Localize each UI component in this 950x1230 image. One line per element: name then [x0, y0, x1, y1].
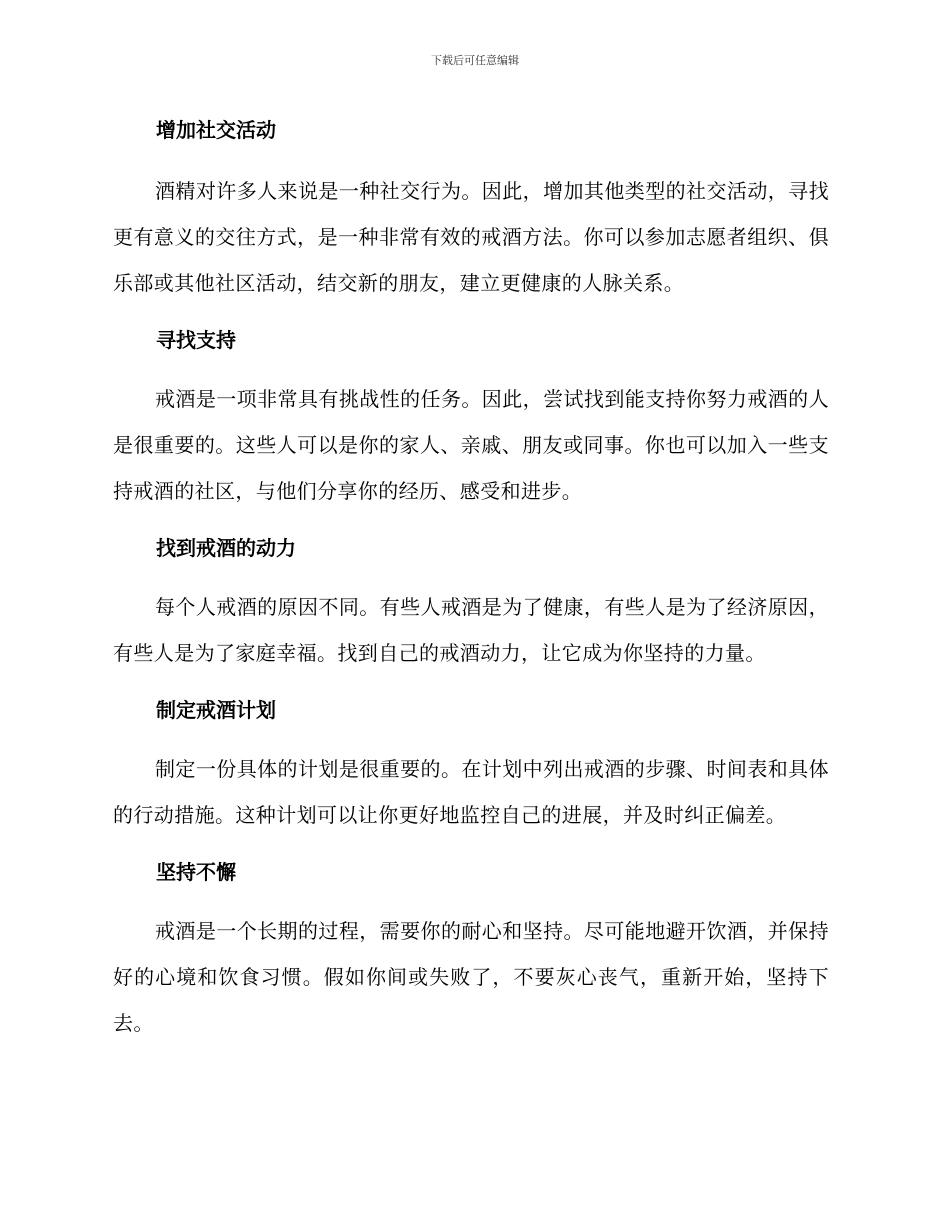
section-heading: 增加社交活动	[156, 118, 276, 142]
section-paragraph: 制定一份具体的计划是很重要的。在计划中列出戒酒的步骤、时间表和具体的行动措施。这种计划可以让你更好地监控自己的进展，并及时纠正偏差。	[113, 757, 829, 827]
section-heading: 找到戒酒的动力	[156, 536, 296, 560]
section-heading: 坚持不懈	[156, 860, 236, 884]
section-paragraph: 酒精对许多人来说是一种社交行为。因此，增加其他类型的社交活动，寻找更有意义的交往方式，是一种非常有效的戒酒方法。你可以参加志愿者组织、俱乐部或其他社区活动，结交新的朋友，建立更健康的人脉关系。	[113, 179, 829, 295]
section-paragraph: 戒酒是一项非常具有挑战性的任务。因此，尝试找到能支持你努力戒酒的人是很重要的。这些人可以是你的家人、亲戚、朋友或同事。你也可以加入一些支持戒酒的社区，与他们分享你的经历、感受和进步。	[113, 387, 829, 503]
document-body	[113, 108, 829, 1046]
section-paragraph: 戒酒是一个长期的过程，需要你的耐心和坚持。尽可能地避开饮酒，并保持好的心境和饮食习惯。假如你间或失败了，不要灰心丧气，重新开始，坚持下去。	[113, 919, 829, 1035]
page-header: 下载后可任意编辑	[431, 54, 519, 67]
section-paragraph: 每个人戒酒的原因不同。有些人戒酒是为了健康，有些人是为了经济原因，有些人是为了家庭幸福。找到自己的戒酒动力，让它成为你坚持的力量。	[113, 595, 829, 665]
section-heading: 制定戒酒计划	[156, 698, 276, 722]
section-heading: 寻找支持	[156, 328, 236, 352]
